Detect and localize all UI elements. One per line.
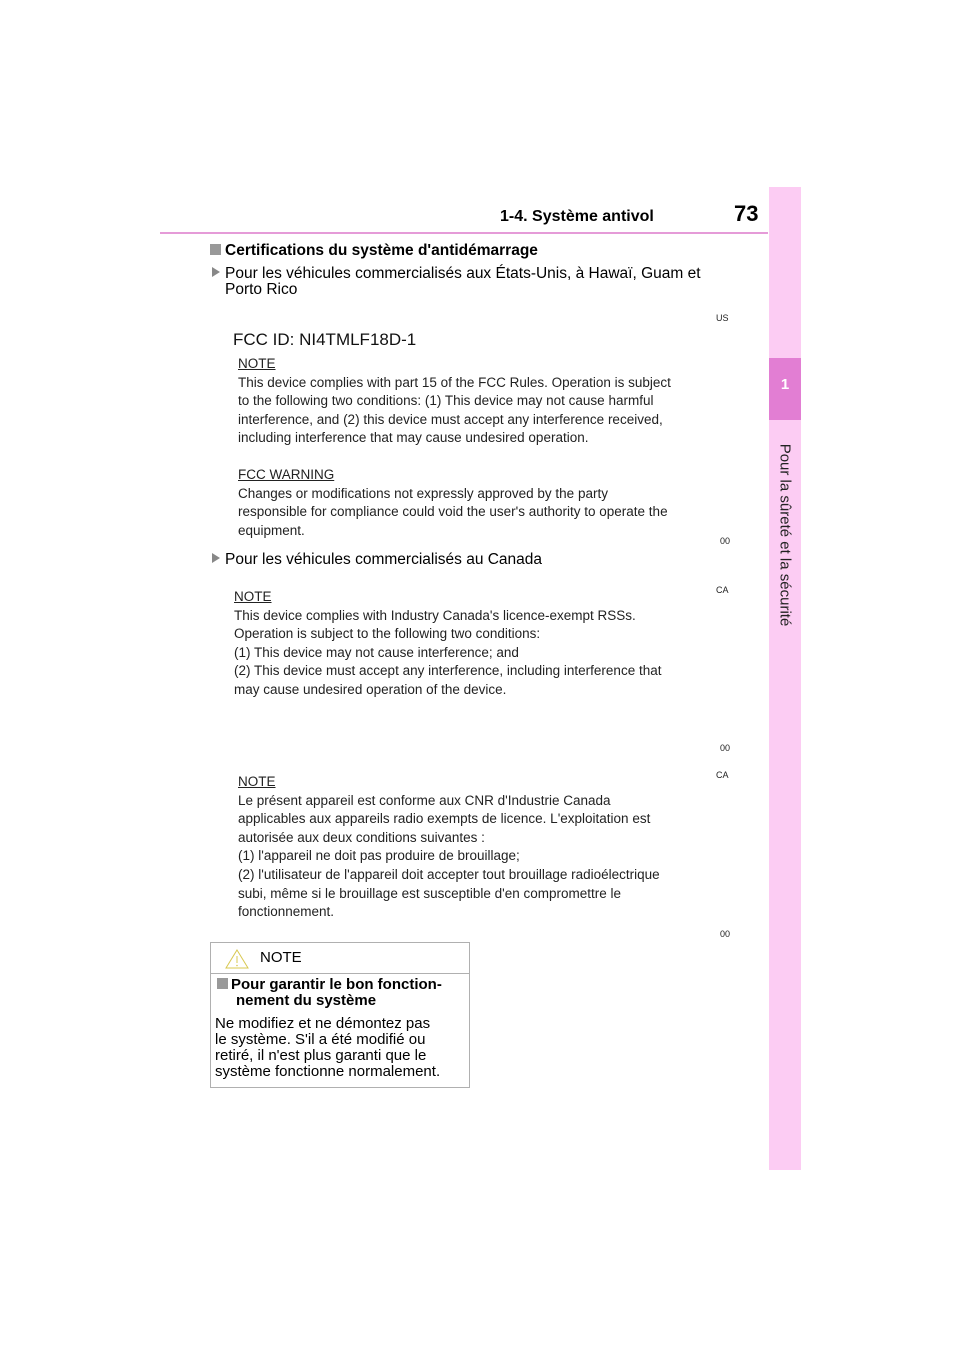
ca-en-line: may cause undesired operation of the device. — [234, 681, 507, 697]
note-body-line: système fonctionne normalement. — [215, 1063, 441, 1080]
code-tag-ca-en: 00 — [720, 743, 731, 753]
us-warning-title: FCC WARNING — [238, 466, 335, 482]
ca-fr-line: (2) l'utilisateur de l'appareil doit accepter tout brouillage radioélectrique — [238, 866, 660, 882]
region-tag-ca-fr: CA — [716, 770, 729, 780]
us-note-title: NOTE — [238, 356, 276, 371]
bullet-us-line2: Porto Rico — [225, 281, 298, 298]
ca-fr-line: Le présent appareil est conforme aux CNR d'Industrie Canada — [238, 792, 611, 808]
bullet-us-line1: Pour les véhicules commercialisés aux États-Unis, à Hawaï, Guam et — [225, 265, 701, 282]
ca-fr-line: fonctionnement. — [238, 904, 335, 920]
us-note-line: interference, and (2) this device must accept any interference received, — [238, 411, 663, 427]
header-rule — [160, 232, 768, 234]
fcc-id: FCC ID: NI4TMLF18D-1 — [233, 330, 417, 349]
us-note-line: to the following two conditions: (1) This device may not cause harmful — [238, 393, 654, 409]
section-heading-text: Certifications du système d'antidémarrage — [225, 242, 538, 259]
ca-en-line: (1) This device may not cause interference; and — [234, 644, 519, 660]
ca-en-line: This device complies with Industry Canada's licence-exempt RSSs. — [234, 607, 636, 623]
bullet-us — [212, 266, 701, 298]
chapter-side-tab — [769, 187, 801, 1170]
ca-en-line: Operation is subject to the following two conditions: — [234, 626, 541, 642]
page-number: 73 — [734, 201, 759, 226]
us-note-line: This device complies with part 15 of the FCC Rules. Operation is subject — [238, 374, 671, 390]
ca-en-note-title: NOTE — [234, 589, 272, 604]
note-heading — [217, 977, 467, 1009]
note-body-line: le système. S'il a été modifié ou — [215, 1031, 426, 1048]
code-tag-us: 00 — [720, 536, 731, 546]
region-tag-us: US — [716, 313, 729, 323]
ca-fr-line: autorisée aux deux conditions suivantes : — [238, 829, 485, 845]
us-warning-line: responsible for compliance could void the user's authority to operate the — [238, 504, 668, 520]
note-body-line: retiré, il n'est plus garanti que le — [215, 1047, 427, 1064]
warning-triangle-icon — [225, 949, 249, 969]
note-body-line: Ne modifiez et ne démontez pas — [215, 1015, 431, 1032]
section-heading — [210, 242, 538, 260]
note-body — [215, 1016, 469, 1080]
chapter-title: Pour la sûreté et la sécurité — [776, 443, 794, 627]
note-heading-line2: nement du système — [236, 992, 377, 1009]
ca-en-label-note — [234, 588, 734, 700]
ca-fr-line: (1) l'appareil ne doit pas produire de brouillage; — [238, 848, 520, 864]
ca-fr-note-title: NOTE — [238, 774, 276, 789]
ca-fr-line: applicables aux appareils radio exempts de licence. L'exploitation est — [238, 811, 651, 827]
triangle-right-icon — [212, 553, 220, 563]
chapter-number: 1 — [780, 376, 790, 393]
ca-en-line: (2) This device must accept any interference, including interference that — [234, 663, 662, 679]
section-title: 1-4. Système antivol — [500, 208, 654, 225]
note-title-row — [211, 943, 469, 974]
gray-square-icon — [210, 244, 221, 255]
us-warning-line: equipment. — [238, 522, 305, 538]
us-warning-line: Changes or modifications not expressly approved by the party — [238, 485, 608, 501]
us-label-note — [238, 355, 738, 540]
triangle-right-icon — [212, 267, 220, 277]
code-tag-ca-fr: 00 — [720, 929, 731, 939]
note-heading-line1: Pour garantir le bon fonction- — [231, 976, 442, 993]
bullet-canada — [212, 552, 542, 568]
ca-fr-line: subi, même si le brouillage est susceptible d'en compromettre le — [238, 885, 622, 901]
ca-fr-label-note — [238, 773, 738, 922]
note-title: NOTE — [260, 949, 302, 966]
note-box — [210, 942, 470, 1088]
bullet-canada-text: Pour les véhicules commercialisés au Canada — [225, 551, 543, 568]
us-note-line: including interference that may cause undesired operation. — [238, 430, 589, 446]
gray-square-icon — [217, 978, 228, 989]
region-tag-ca-en: CA — [716, 585, 729, 595]
